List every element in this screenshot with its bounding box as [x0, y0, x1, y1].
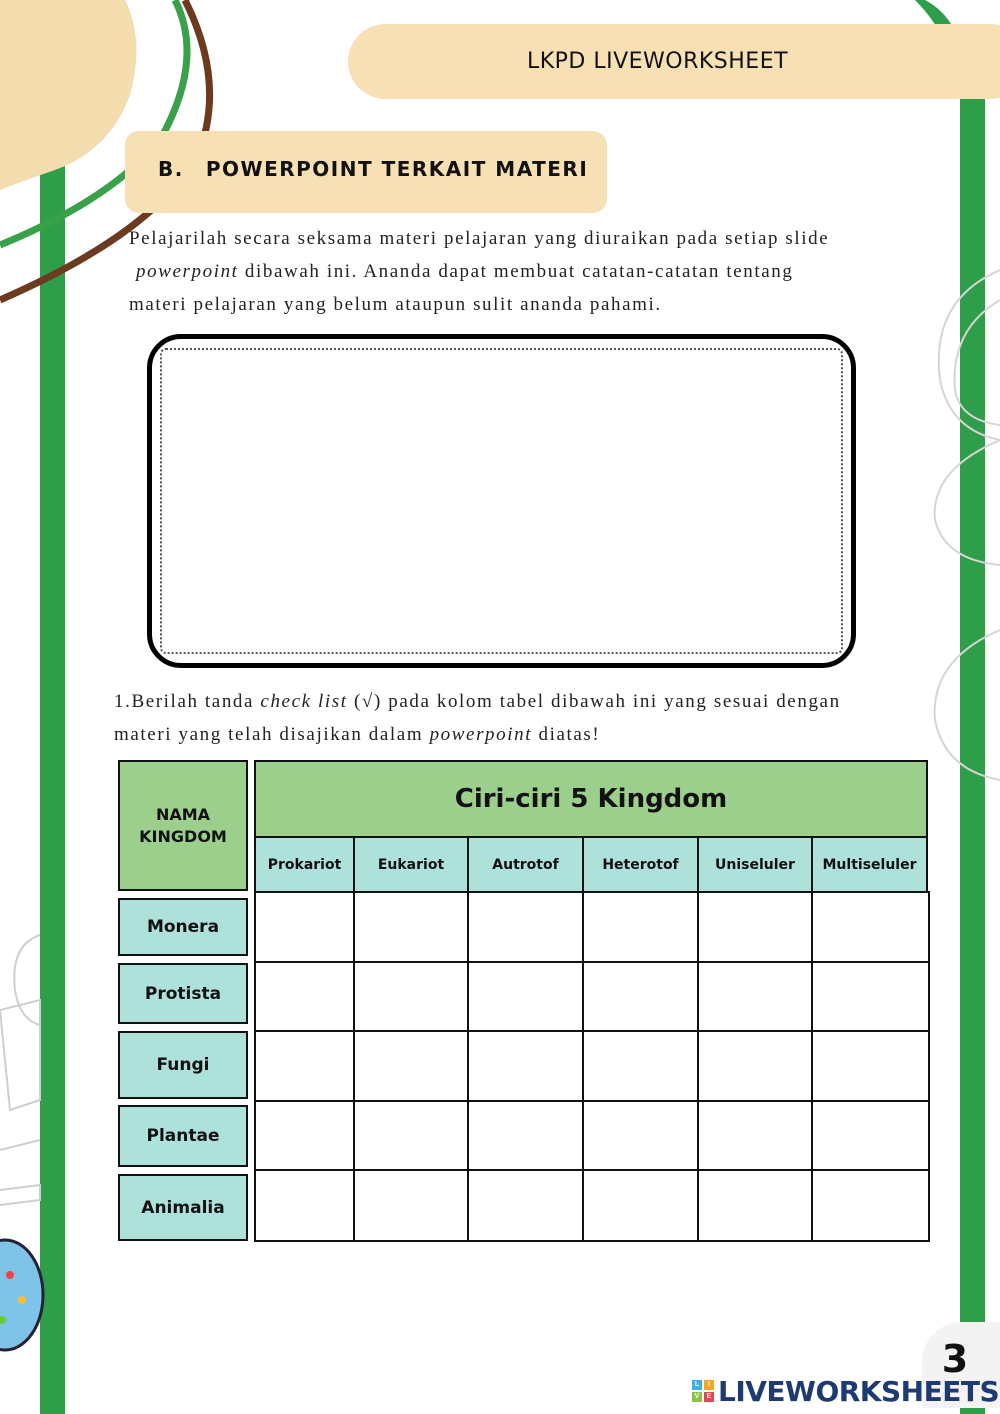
page-number: 3	[941, 1337, 969, 1381]
intro-line-3: materi pelajaran yang belum ataupun sulit ananda pahami.	[129, 294, 662, 315]
line-art-left	[0, 935, 40, 1205]
col-header-eukariot: Eukariot	[353, 836, 469, 893]
checklist-cell-monera-prokariot[interactable]	[254, 891, 355, 963]
logo-letter-v: V	[692, 1392, 702, 1402]
intro-line-2	[136, 261, 794, 283]
col-header-uniseluler: Uniseluler	[697, 836, 813, 893]
worksheet-title: LKPD LIVEWORKSHEET	[526, 49, 789, 74]
checklist-cell-monera-autrotof[interactable]	[467, 891, 584, 963]
intro-italic-powerpoint: powerpoint	[136, 261, 239, 282]
instruction-line-2-part-2: diatas!	[532, 724, 601, 745]
checklist-cell-monera-multiseluler[interactable]	[811, 891, 930, 963]
checklist-cell-plantae-uniseluler[interactable]	[697, 1100, 813, 1171]
checklist-cell-animalia-eukariot[interactable]	[353, 1169, 469, 1242]
row-label-protista: Protista	[118, 963, 248, 1024]
intro-line-2-rest: dibawah ini. Ananda dapat membuat catatan-catatan tentang	[238, 261, 794, 282]
checklist-cell-monera-eukariot[interactable]	[353, 891, 469, 963]
cell-illustration	[0, 1240, 43, 1350]
checklist-cell-protista-multiseluler[interactable]	[811, 961, 930, 1032]
checklist-cell-animalia-prokariot[interactable]	[254, 1169, 355, 1242]
checklist-cell-monera-heterotof[interactable]	[582, 891, 699, 963]
checklist-cell-animalia-heterotof[interactable]	[582, 1169, 699, 1242]
checklist-cell-fungi-eukariot[interactable]	[353, 1030, 469, 1102]
checklist-cell-animalia-uniseluler[interactable]	[697, 1169, 813, 1242]
liveworksheets-logo-icon	[692, 1380, 714, 1402]
checklist-cell-protista-uniseluler[interactable]	[697, 961, 813, 1032]
instruction-line-2	[114, 724, 600, 746]
checklist-cell-protista-autrotof[interactable]	[467, 961, 584, 1032]
checklist-cell-plantae-multiseluler[interactable]	[811, 1100, 930, 1171]
powerpoint-embed-frame[interactable]	[147, 334, 856, 668]
peach-blob	[0, 0, 136, 190]
col-header-prokariot: Prokariot	[254, 836, 355, 893]
checklist-cell-animalia-autrotof[interactable]	[467, 1169, 584, 1242]
checklist-cell-fungi-heterotof[interactable]	[582, 1030, 699, 1102]
kingdom-header-line-2: KINGDOM	[139, 826, 227, 846]
table-title: Ciri-ciri 5 Kingdom	[254, 760, 928, 838]
liveworksheets-brand-text: LIVEWORKSHEETS	[718, 1374, 1000, 1408]
row-label-monera: Monera	[118, 898, 248, 956]
logo-letter-i: I	[704, 1380, 714, 1390]
instruction-italic-checklist: check list	[260, 691, 348, 712]
checklist-cell-plantae-prokariot[interactable]	[254, 1100, 355, 1171]
col-header-autrotof: Autrotof	[467, 836, 584, 893]
section-title	[158, 131, 598, 207]
instruction-part-1: 1.Berilah tanda	[114, 691, 261, 712]
intro-line-1: Pelajarilah secara seksama materi pelajaran yang diuraikan pada setiap slide	[129, 228, 830, 249]
row-label-animalia: Animalia	[118, 1174, 248, 1241]
checklist-cell-plantae-eukariot[interactable]	[353, 1100, 469, 1171]
checklist-cell-fungi-multiseluler[interactable]	[811, 1030, 930, 1102]
row-label-plantae: Plantae	[118, 1105, 248, 1167]
logo-letter-l: L	[692, 1380, 702, 1390]
checklist-cell-protista-heterotof[interactable]	[582, 961, 699, 1032]
left-green-border	[40, 140, 65, 1414]
col-header-heterotof: Heterotof	[582, 836, 699, 893]
checklist-cell-plantae-heterotof[interactable]	[582, 1100, 699, 1171]
kingdom-header-line-1: NAMA	[155, 804, 211, 824]
section-letter: B.	[158, 157, 184, 181]
section-title-text: POWERPOINT TERKAIT MATERI	[205, 157, 589, 181]
checklist-cell-monera-uniseluler[interactable]	[697, 891, 813, 963]
liveworksheets-logo	[692, 1374, 1000, 1408]
instruction-part-3: (√) pada kolom tabel dibawah ini yang sesuai dengan	[347, 691, 841, 712]
kingdom-name-header	[118, 760, 248, 891]
checklist-cell-animalia-multiseluler[interactable]	[811, 1169, 930, 1242]
checklist-cell-protista-prokariot[interactable]	[254, 961, 355, 1032]
powerpoint-embed-area[interactable]	[160, 348, 843, 654]
instruction-line-1	[114, 691, 841, 713]
checklist-cell-fungi-prokariot[interactable]	[254, 1030, 355, 1102]
checklist-cell-fungi-uniseluler[interactable]	[697, 1030, 813, 1102]
instruction-italic-powerpoint: powerpoint	[429, 724, 533, 745]
logo-letter-e: E	[704, 1392, 714, 1402]
row-label-fungi: Fungi	[118, 1031, 248, 1099]
checklist-cell-plantae-autrotof[interactable]	[467, 1100, 584, 1171]
checklist-cell-protista-eukariot[interactable]	[353, 961, 469, 1032]
instruction-line-2-part-1: materi yang telah disajikan dalam	[114, 724, 430, 745]
col-header-multiseluler: Multiseluler	[811, 836, 928, 893]
checklist-cell-fungi-autrotof[interactable]	[467, 1030, 584, 1102]
